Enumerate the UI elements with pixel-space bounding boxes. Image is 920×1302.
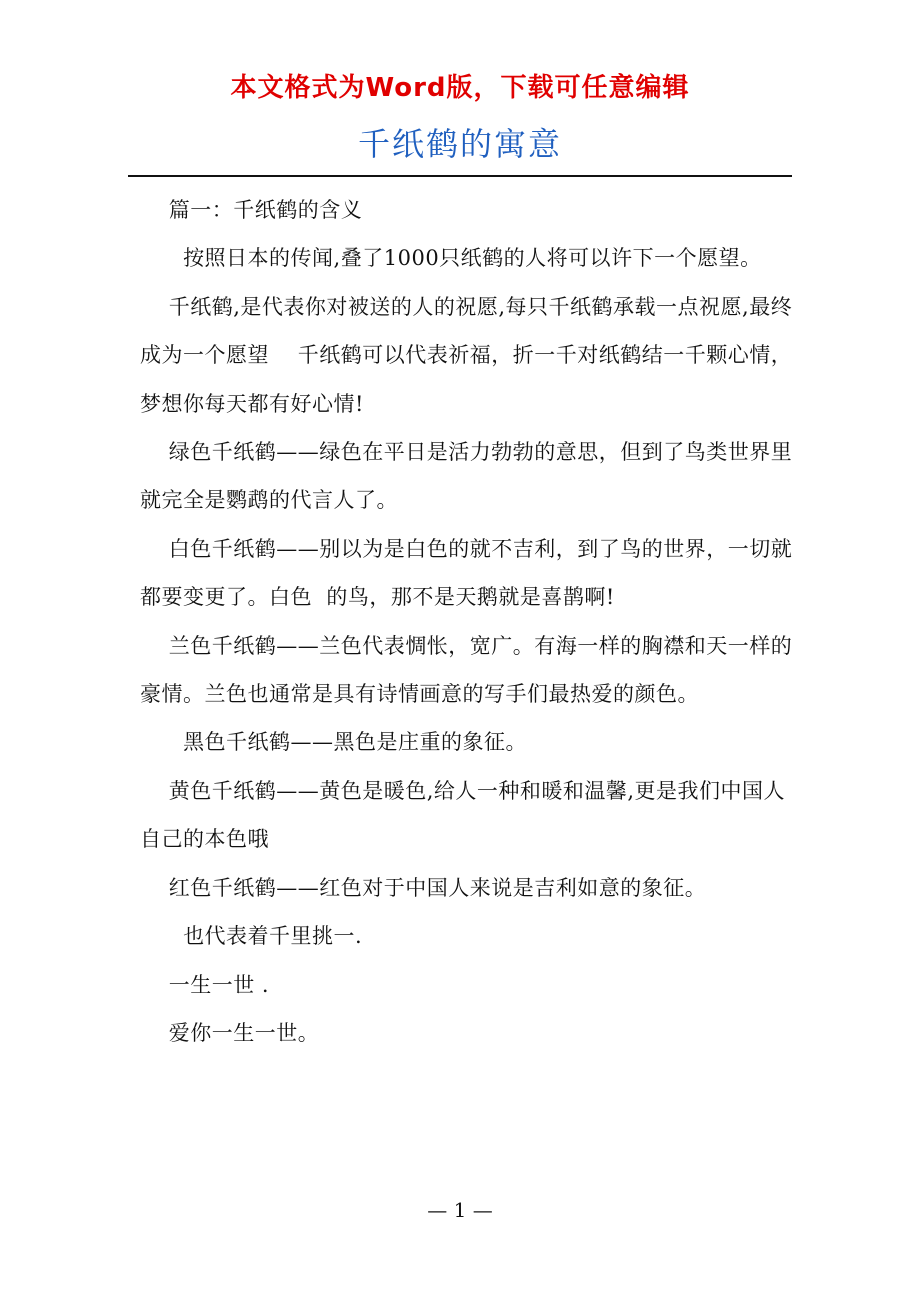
paragraph-lifetime: 一生一世 . <box>140 972 270 997</box>
paragraph-legend: 按照日本的传闻,叠了1000只纸鹤的人将可以许下一个愿望。 <box>140 246 762 271</box>
word-format-banner: 本文格式为Word版，下载可任意编辑 <box>230 73 690 103</box>
document-body <box>140 186 800 1057</box>
paragraph-red-crane: 红色千纸鹤——红色对于中国人来说是吉利如意的象征。 <box>140 875 707 900</box>
section-heading: 篇一：千纸鹤的含义 <box>140 198 363 222</box>
paragraph-meaning: 千纸鹤,是代表你对被送的人的祝愿,每只千纸鹤承载一点祝愿,最终成为一个愿望 千纸鹤可以代表祈福，折一千对纸鹤结一千颗心情，梦想你每天都有好心情! <box>140 294 793 416</box>
paragraph-white-crane: 白色千纸鹤——别以为是白色的就不吉利，到了鸟的世界，一切就都要变更了。白色 的鸟，那不是天鹅就是喜鹊啊! <box>140 536 793 610</box>
paragraph-yellow-crane: 黄色千纸鹤——黄色是暖色,给人一种和暖和温馨,更是我们中国人自己的本色哦 <box>140 778 786 852</box>
paragraph-green-crane: 绿色千纸鹤——绿色在平日是活力勃勃的意思，但到了鸟类世界里就完全是鹦鹉的代言人了。 <box>140 440 793 513</box>
title-divider <box>128 175 792 177</box>
paragraph-blue-crane: 兰色千纸鹤——兰色代表惆怅，宽广。有海一样的胸襟和天一样的豪情。兰色也通常是具有诗情画意的写手们最热爱的颜色。 <box>140 633 793 707</box>
page-title: 千纸鹤的寓意 <box>357 125 562 163</box>
paragraph-love-lifetime: 爱你一生一世。 <box>140 1020 320 1045</box>
paragraph-black-crane: 黑色千纸鹤——黑色是庄重的象征。 <box>140 730 528 755</box>
page-number: — 1 — <box>427 1198 493 1222</box>
paragraph-one-in-thousand: 也代表着千里挑一. <box>140 924 363 949</box>
